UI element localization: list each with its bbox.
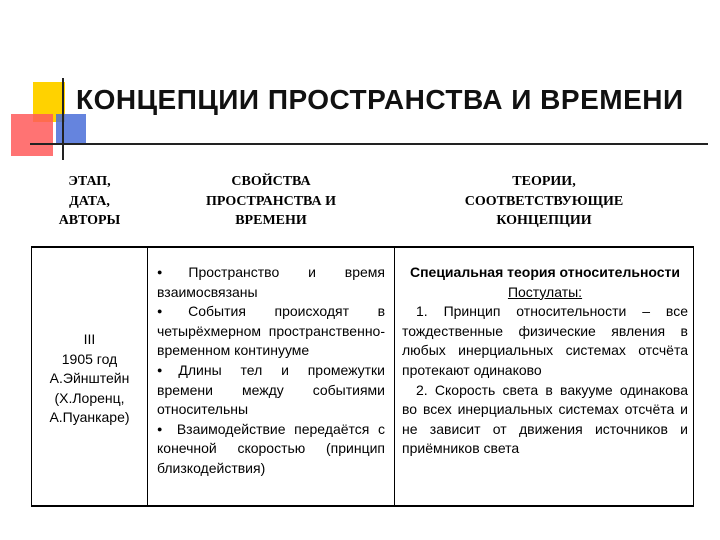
stage-line: А.Пуанкаре) [49, 409, 130, 426]
postulate-item: 1. Принцип относительности – все тождественные физические явления в любых инерциальных системах отсчёта протекают одинаково [402, 303, 688, 378]
header-properties [148, 172, 394, 231]
properties-cell [157, 263, 385, 479]
header-theories [395, 172, 693, 231]
stage-cell [31, 330, 148, 428]
table-divider-header [31, 246, 694, 248]
property-text: Длины тел и промежутки времени между событиями относительны [157, 361, 386, 418]
header-stage-line: АВТОРЫ [58, 213, 121, 229]
page-title: КОНЦЕПЦИИ ПРОСТРАНСТВА И ВРЕМЕНИ [76, 84, 684, 115]
bullet-icon: ● [157, 267, 188, 277]
decor-title-underline [30, 143, 708, 145]
stage-line: 1905 год [61, 350, 118, 367]
decor-vertical-line [62, 78, 64, 160]
stage-line: III [83, 331, 96, 347]
postulate-item: 2. Скорость света в вакууме одинакова во всех инерциальных системах отсчёта и не зависит от движения источников и приёмников света [402, 381, 688, 457]
bullet-icon: ● [157, 423, 168, 434]
decor-red-square [11, 114, 53, 156]
property-item [157, 420, 385, 479]
table-divider-col2 [394, 246, 395, 506]
header-properties-line: ВРЕМЕНИ [235, 213, 307, 229]
theory-title: Специальная теория относительности [409, 264, 681, 280]
bullet-icon: ● [157, 306, 188, 317]
header-theories-line: КОНЦЕПЦИИ [496, 213, 592, 229]
property-item [157, 302, 385, 361]
header-stage [31, 172, 148, 231]
header-stage-line: ДАТА, [69, 193, 110, 209]
postulates-label: Постулаты: [507, 283, 583, 300]
table-border-right [693, 246, 694, 506]
property-text: События происходят в четырёхмерном пространственно-временном континууме [157, 303, 386, 359]
stage-line: А.Эйнштейн [49, 370, 130, 387]
property-item [157, 361, 385, 420]
bullet-icon: ● [157, 364, 178, 375]
property-item [157, 263, 385, 302]
property-text: Пространство и время взаимосвязаны [157, 264, 385, 300]
header-theories-line: ТЕОРИИ, [512, 174, 576, 189]
header-properties-line: СВОЙСТВА [231, 174, 311, 189]
theory-cell [402, 263, 688, 459]
header-theories-line: СООТВЕТСТВУЮЩИЕ [464, 193, 624, 209]
table-border-bottom [31, 505, 694, 507]
property-text: Взаимодействие передаётся с конечной скоростью (принцип близкодействия) [157, 420, 386, 476]
header-properties-line: ПРОСТРАНСТВА И [205, 193, 337, 209]
stage-line: (Х.Лоренц, [54, 389, 125, 406]
decor-blue-square [56, 114, 86, 144]
header-stage-line: ЭТАП, [68, 174, 111, 189]
